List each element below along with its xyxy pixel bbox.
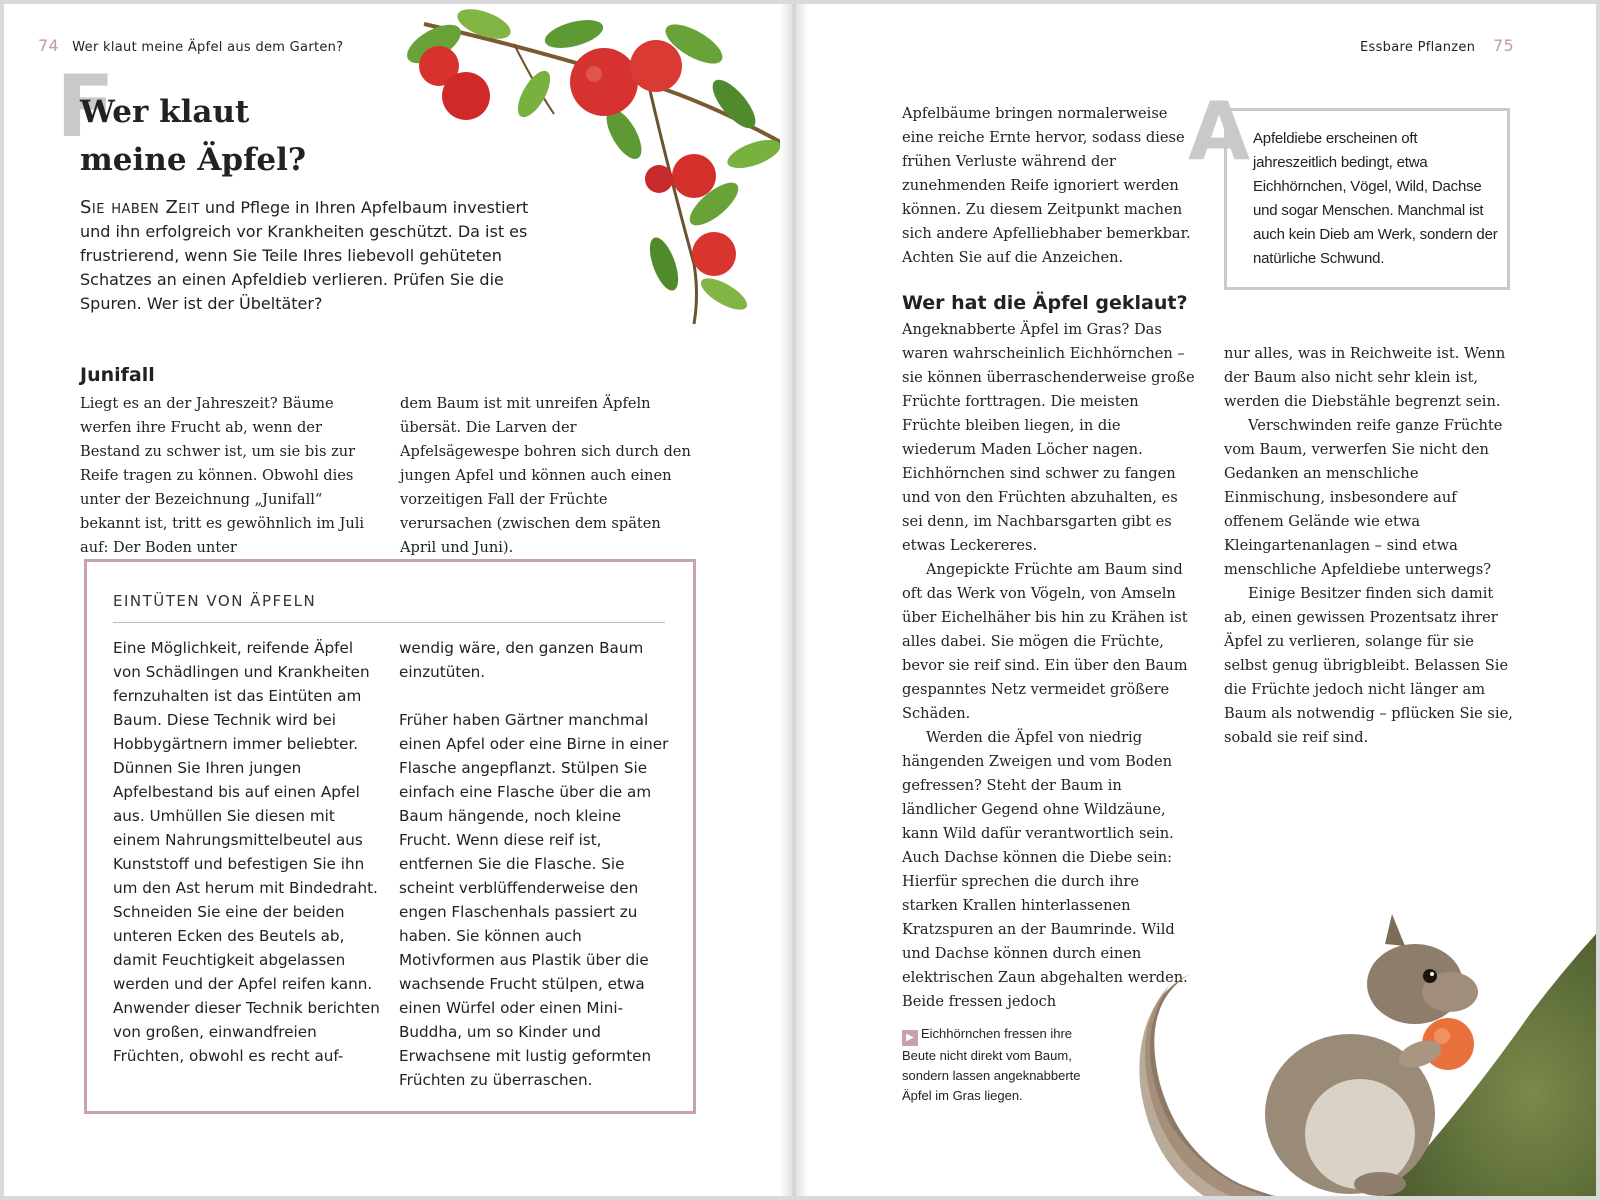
caption-arrow-icon: ▶ xyxy=(902,1030,918,1046)
left-page xyxy=(4,4,792,1196)
junifall-col-1 xyxy=(80,392,380,560)
sidebar-text: Apfeldiebe erscheinen oft jahreszeitlich bedingt, etwa Eichhörnchen, Vögel, Wild, Dachse und sogar Menschen. Manchmal ist auch kein Dieb am Werk, sondern der natürliche Schwund. xyxy=(1253,130,1498,267)
right-col2-p2: Verschwinden reife ganze Früchte vom Baum, verwerfen Sie nicht den Gedanken an menschliche Einmischung, insbesondere auf offenem Gelände wie etwa Kleingartenanlagen – sind etwa menschliche Apfeldiebe unterwegs? xyxy=(1224,417,1503,578)
page-number-left: 74 xyxy=(38,36,59,55)
right-col1-p2: Angepickte Früchte am Baum sind oft das Werk von Vögeln, von Amseln über Eichelhäher bis hin zu Krähen ist alles dabei. Sie mögen die Früchte, bevor sie reif sind. Ein über den Baum gespanntes Netz vermeidet größere Schäden. xyxy=(902,561,1188,722)
book-gutter xyxy=(780,4,808,1196)
heading-who-stole: Wer hat die Äpfel geklaut? xyxy=(902,292,1188,314)
box-text-2a: wendig wäre, den ganzen Baum einzutüten. xyxy=(399,639,644,681)
sidebar-box xyxy=(1224,108,1510,290)
right-page xyxy=(800,4,1596,1196)
intro-lead: Sie haben Zeit xyxy=(80,197,200,218)
box-col-1 xyxy=(113,636,383,1068)
left-running-header xyxy=(38,36,343,55)
right-col2-p1: nur alles, was in Reichweite ist. Wenn der Baum also nicht sehr klein ist, werden die Diebstähle begrenzt sein. xyxy=(1224,345,1506,410)
info-box xyxy=(84,559,696,1114)
drop-letter-f: F xyxy=(56,57,115,157)
heading-junifall: Junifall xyxy=(80,364,155,386)
box-col-2 xyxy=(399,636,669,1092)
drop-letter-a: A xyxy=(1188,85,1250,178)
junifall-col-2 xyxy=(400,392,700,560)
right-col1-p3: Werden die Äpfel von niedrig hängenden Zweigen und vom Boden gefressen? Steht der Baum in ländlicher Gegend ohne Wildzäune, kann Wild dafür verantwortlich sein. Auch Dachse können die Diebe sein: Hierfür sprechen die durch ihre starken Krallen hinterlassenen Kratzspuren an der Baumrinde. Wild und Dachse können durch einen elektrischen Zaun abgehalten werden. Beide fressen jedoch xyxy=(902,729,1188,1010)
page-number-right: 75 xyxy=(1493,36,1514,55)
article-title xyxy=(80,88,306,184)
image-caption xyxy=(902,1024,1102,1106)
running-title-left: Wer klaut meine Äpfel aus dem Garten? xyxy=(72,40,344,55)
intro-paragraph xyxy=(80,196,560,316)
squirrel-image xyxy=(1130,884,1596,1196)
right-intro-text: Apfelbäume bringen normalerweise eine reiche Ernte hervor, sodass diese frühen Verluste während der zunehmenden Reife ignoriert werden können. Zu diesem Zeitpunkt machen sich andere Apfelliebhaber bemerkbar. Achten Sie auf die Anzeichen. xyxy=(902,105,1191,266)
junifall-text-2: dem Baum ist mit unreifen Äpfeln übersät. Die Larven der Apfelsägewespe bohren sich durch den jungen Apfel und können auch einen vorzeitigen Fall der Früchte verursachen (zwischen dem späten April und Juni). xyxy=(400,395,691,556)
junifall-text-1: Liegt es an der Jahreszeit? Bäume werfen ihre Frucht ab, wenn der Bestand zu schwer ist, um sie bis zur Reife tragen zu können. Obwohl dies unter der Bezeichnung „Junifall“ bekannt ist, tritt es gewöhnlich im Juli auf: Der Boden unter xyxy=(80,395,365,556)
caption-text: Eichhörnchen fressen ihre Beute nicht direkt vom Baum, sondern lassen angeknabberte Äpfel im Gras liegen. xyxy=(902,1026,1081,1103)
intro-rest: und Pflege in Ihren Apfelbaum investiert und ihn erfolgreich vor Krankheiten geschützt. Da ist es frustrierend, wenn Sie Teile Ihres liebevoll gehüteten Schatzes an einen Apfeldieb verlieren. Prüfen Sie die Spuren. Wer ist der Übeltäter? xyxy=(80,198,529,313)
running-title-right: Essbare Pflanzen xyxy=(1360,40,1476,55)
box-text-1: Eine Möglichkeit, reifende Äpfel von Schädlingen und Krankheiten fernzuhalten ist das Eintüten am Baum. Diese Technik wird bei Hobbygärtnern immer beliebter. Dünnen Sie Ihren jungen Apfelbestand bis auf einen Apfel aus. Umhüllen Sie diesen mit einem Nahrungsmittelbeutel aus Kunststoff und befestigen Sie ihn um den Ast herum mit Bindedraht. Schneiden Sie eine der beiden unteren Ecken des Beutels ab, damit Feuchtigkeit abgelassen werden und der Apfel reifen kann. Anwender dieser Technik berichten von großen, einwandfreien Früchten, obwohl es recht auf- xyxy=(113,639,380,1065)
title-line-2: meine Äpfel? xyxy=(80,142,307,178)
right-col-2 xyxy=(1224,342,1520,750)
right-intro xyxy=(902,102,1192,270)
right-col1-p1: Angeknabberte Äpfel im Gras? Das waren wahrscheinlich Eichhörnchen – sie können überraschenderweise große Früchte forttragen. Die meisten Früchte bleiben liegen, in die wiederum Maden Löcher nagen. Eichhörnchen sind schwer zu fangen und von den Früchten abzuhalten, es sei denn, im Nachbarsgarten gibt es etwas Leckereres. xyxy=(902,321,1195,554)
box-title: EINTÜTEN VON ÄPFELN xyxy=(113,592,665,623)
title-line-1: Wer klaut xyxy=(80,94,250,130)
right-running-header xyxy=(1360,36,1514,55)
box-text-2b: Früher haben Gärtner manchmal einen Apfel oder eine Birne in einer Flasche angepflanzt. Stülpen Sie einfach eine Flasche über die am Baum hängende, noch kleine Frucht. Wenn diese reif ist, entfernen Sie die Flasche. Sie scheint verblüffenderweise den engen Flaschenhals passiert zu haben. Sie können auch Motivformen aus Plastik über die wachsende Frucht stülpen, etwa einen Würfel oder einen Mini-Buddha, um so Kinder und Erwachsene mit lustig geformten Früchten zu überraschen. xyxy=(399,711,669,1089)
right-col2-p3: Einige Besitzer finden sich damit ab, einen gewissen Prozentsatz ihrer Äpfel zu verlieren, solange für sie selbst genug übrigbleibt. Belassen Sie die Früchte jedoch nicht länger am Baum als notwendig – pflücken Sie sie, sobald sie reif sind. xyxy=(1224,585,1513,746)
